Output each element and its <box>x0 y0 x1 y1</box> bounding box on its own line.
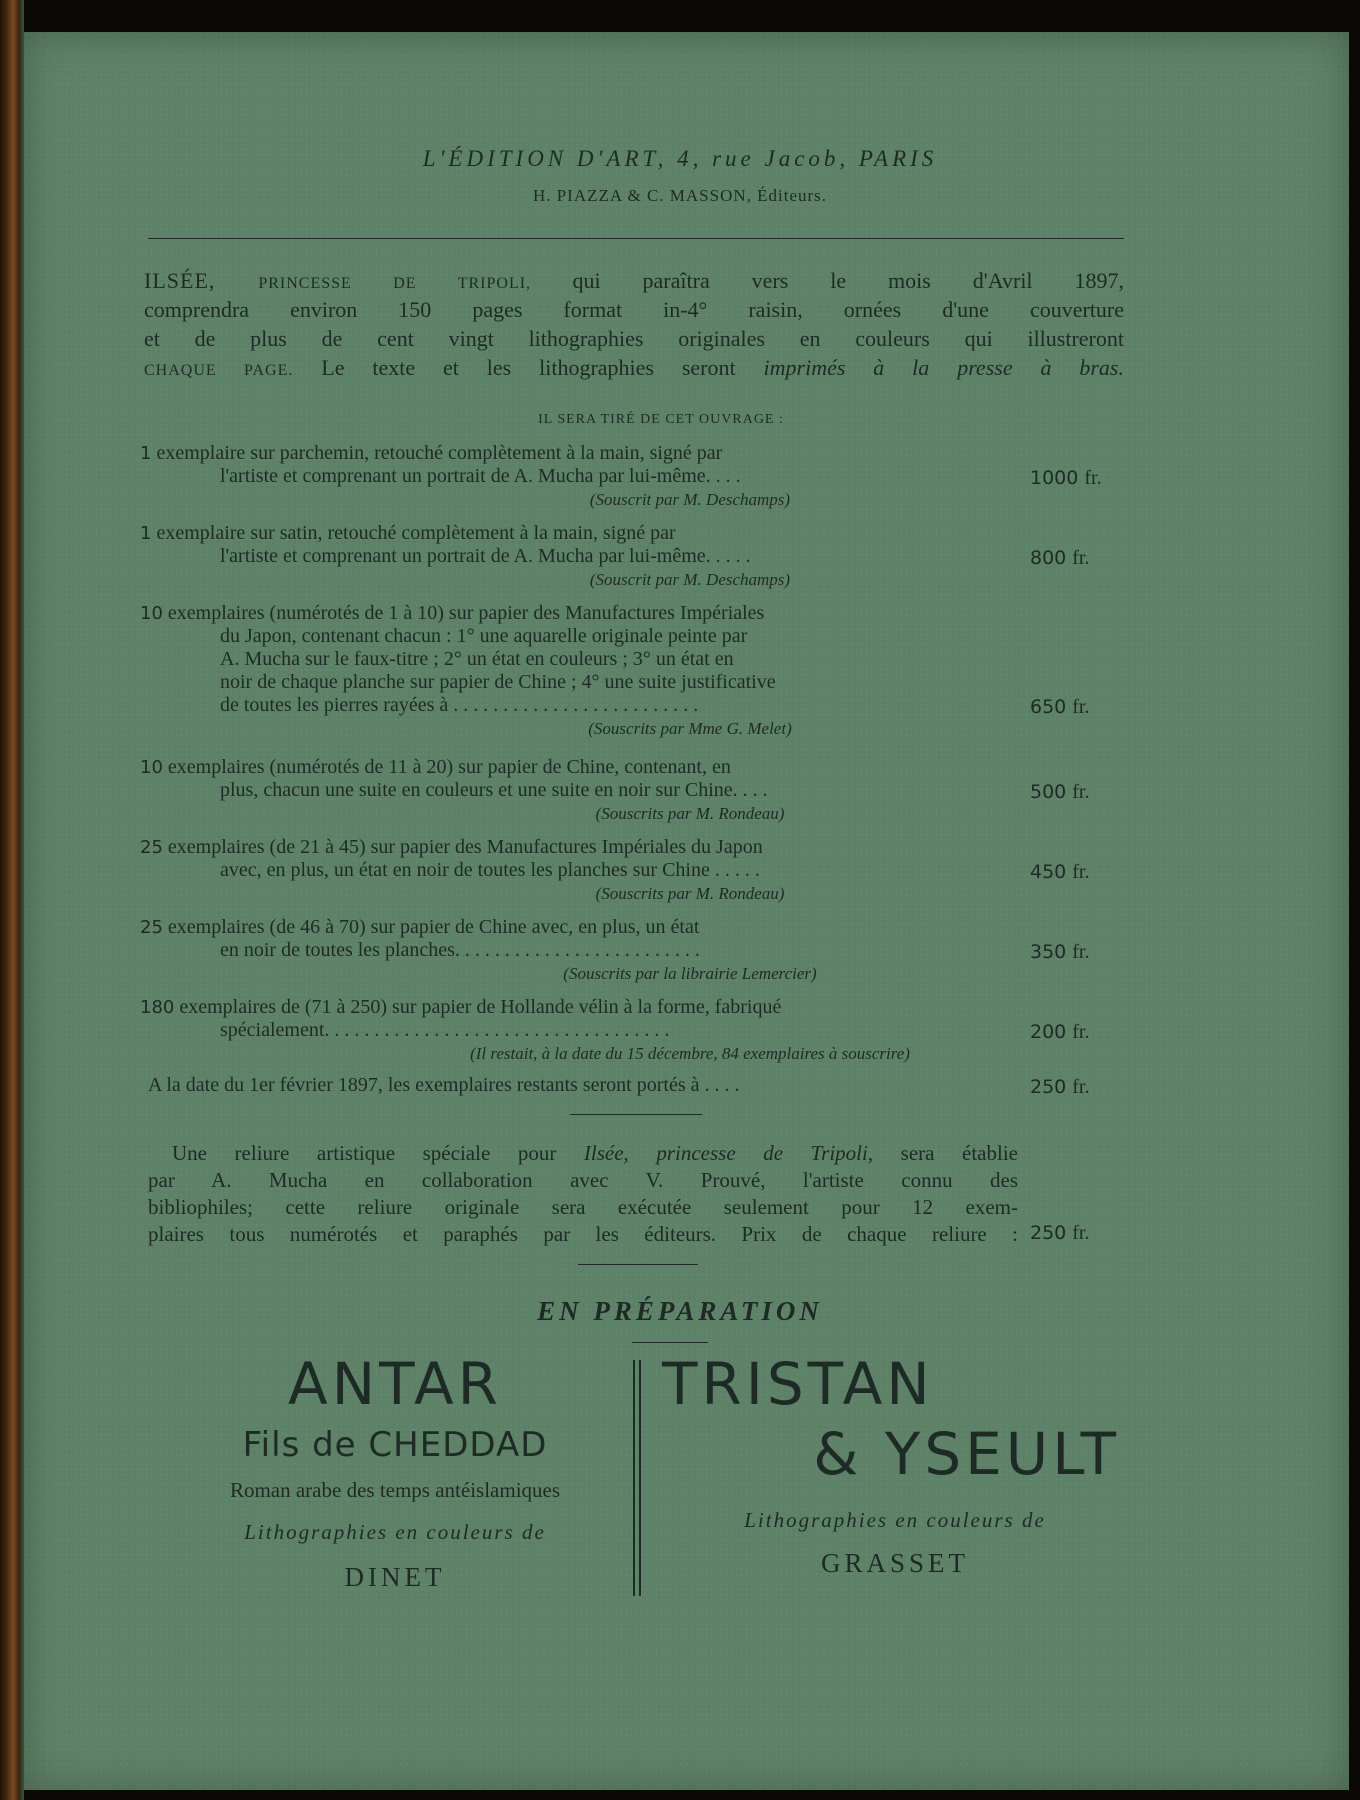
antar-credit: Lithographies en couleurs de <box>244 1520 546 1544</box>
entry-text: exemplaires (de 21 à 45) sur papier des Manufactures Impériales du Japon <box>162 836 763 858</box>
entry-line <box>140 836 1130 859</box>
editors-line: H. PIAZZA & C. MASSON, Éditeurs. <box>532 186 828 205</box>
entry-line: A. Mucha sur le faux-titre ; 2° un état en couleurs ; 3° un état en <box>220 648 734 670</box>
entry-count: 1 <box>140 443 152 464</box>
intro-paragraph <box>144 266 1124 382</box>
antar-subtitle: Fils de CHEDDAD <box>242 1425 548 1465</box>
en-preparation-heading: EN PRÉPARATION <box>537 1296 823 1326</box>
intro-line-4-italic: imprimés à la presse à bras. <box>763 355 1124 380</box>
publisher-line: L'ÉDITION D'ART, 4, rue Jacob, PARIS <box>422 146 938 171</box>
entry-line: du Japon, contenant chacun : 1° une aquarelle originale peinte par <box>220 625 748 647</box>
intro-title: ILSÉE, <box>144 268 259 293</box>
entry-line: de toutes les pierres rayées à . . . . . . . . . . . . . . . . . . . . . . . . . <box>220 694 699 716</box>
binding-paragraph <box>148 1140 1018 1248</box>
column-divider-left <box>633 1360 635 1596</box>
final-price-unit: fr. <box>1072 1076 1090 1098</box>
antar-title: ANTAR <box>288 1350 502 1418</box>
divider-3 <box>632 1342 708 1343</box>
intro-subtitle: PRINCESSE DE TRIPOLI, <box>258 275 573 292</box>
entry-text: exemplaires de (71 à 250) sur papier de Hollande vélin à la forme, fabriqué <box>174 996 782 1018</box>
binding-book-title: Ilsée, princesse de Tripoli <box>583 1141 868 1165</box>
entry-text: exemplaires (numérotés de 11 à 20) sur papier de Chine, contenant, en <box>162 756 731 778</box>
entry-price-value: 650 <box>1030 696 1067 718</box>
entry-line <box>140 602 1130 625</box>
entry-price-unit: fr. <box>1084 467 1102 489</box>
entry-line <box>140 996 1130 1019</box>
entry-text: exemplaire sur satin, retouché complètement à la main, signé par <box>151 522 676 544</box>
entry-line: l'artiste et comprenant un portrait de A. Mucha par lui-même. . . . <box>220 465 741 487</box>
entry-subscriber-note: (Souscrits par la librairie Lemercier) <box>563 964 817 983</box>
binding-line-4: plaires tous numérotés et paraphés par les éditeurs. Prix de chaque reliure : <box>148 1222 1018 1246</box>
entry-price <box>1030 941 1130 964</box>
column-divider-right <box>639 1360 641 1596</box>
entry-line <box>140 916 1130 939</box>
entry-subscriber-note: (Souscrit par M. Deschamps) <box>589 490 791 509</box>
book-spine <box>0 0 24 1800</box>
binding-line-1-b: , sera établie <box>867 1141 1018 1165</box>
intro-line-3: et de plus de cent vingt lithographies originales en couleurs qui illustreront <box>144 326 1124 351</box>
binding-line-1-a: Une reliure artistique spéciale pour <box>172 1141 584 1165</box>
entry-line <box>140 522 1130 545</box>
binding-price <box>1030 1222 1130 1245</box>
entry-count: 180 <box>140 997 175 1018</box>
tristan-title-line-1: TRISTAN <box>662 1350 934 1418</box>
entry-subscriber-note: (Souscrits par M. Rondeau) <box>595 804 785 823</box>
entry-price-unit: fr. <box>1072 547 1090 569</box>
entry-line: l'artiste et comprenant un portrait de A. Mucha par lui-même. . . . . <box>220 545 751 567</box>
divider-2 <box>578 1264 698 1265</box>
entry-price <box>1030 861 1130 884</box>
entry-price-unit: fr. <box>1072 781 1090 803</box>
entry-price-value: 800 <box>1030 547 1067 569</box>
entry-count: 1 <box>140 523 152 544</box>
antar-artist: DINET <box>344 1562 446 1592</box>
binding-line-2: par A. Mucha en collaboration avec V. Prouvé, l'artiste connu des <box>148 1168 1018 1192</box>
final-line <box>148 1074 1138 1097</box>
entry-line: avec, en plus, un état en noir de toutes les planches sur Chine . . . . . <box>220 859 760 881</box>
entry-subscriber-note: (Souscrits par Mme G. Melet) <box>588 719 792 738</box>
edition-entry <box>140 996 1130 1065</box>
binding-line-3: bibliophiles; cette reliure originale sera exécutée seulement pour 12 exem- <box>148 1195 1018 1219</box>
entry-line: en noir de toutes les planches. . . . . . . . . . . . . . . . . . . . . . . . . <box>220 939 700 961</box>
entry-subscriber-note: (Il restait, à la date du 15 décembre, 84 exemplaires à souscrire) <box>470 1044 910 1063</box>
edition-entry <box>140 602 1130 740</box>
edition-entry <box>140 756 1130 825</box>
entry-price-unit: fr. <box>1072 696 1090 718</box>
entry-subscriber-note: (Souscrit par M. Deschamps) <box>589 570 791 589</box>
entry-count: 25 <box>140 917 163 938</box>
entry-price <box>1030 696 1130 719</box>
entry-count: 10 <box>140 757 163 778</box>
binding-price-unit: fr. <box>1072 1222 1090 1244</box>
entry-text: exemplaire sur parchemin, retouché complètement à la main, signé par <box>151 442 723 464</box>
entry-line: noir de chaque planche sur papier de Chine ; 4° une suite justificative <box>220 671 776 693</box>
edition-entry <box>140 916 1130 985</box>
entry-count: 25 <box>140 837 163 858</box>
edition-entry <box>140 522 1130 591</box>
entry-line <box>140 442 1130 465</box>
intro-line-2: comprendra environ 150 pages format in-4° raisin, ornées d'une couverture <box>144 297 1124 322</box>
intro-line-1 <box>144 266 1124 295</box>
intro-line-1-text: qui paraîtra vers le mois d'Avril 1897, <box>572 268 1124 293</box>
entry-text: exemplaires (numérotés de 1 à 10) sur papier des Manufactures Impériales <box>162 602 765 624</box>
entry-price-unit: fr. <box>1072 941 1090 963</box>
tristan-title-line-2: & YSEULT <box>813 1420 1120 1488</box>
entry-price-unit: fr. <box>1072 861 1090 883</box>
tristan-credit: Lithographies en couleurs de <box>744 1508 1046 1532</box>
entry-price <box>1030 1021 1130 1044</box>
entry-text: exemplaires (de 46 à 70) sur papier de Chine avec, en plus, un état <box>162 916 700 938</box>
entry-price-value: 500 <box>1030 781 1067 803</box>
book-antar <box>150 1350 640 1593</box>
intro-line-4 <box>144 353 1124 382</box>
tristan-artist: GRASSET <box>820 1548 970 1578</box>
entry-line: plus, chacun une suite en couleurs et une suite en noir sur Chine. . . . <box>220 779 768 801</box>
intro-chaque-page: CHAQUE PAGE. <box>144 362 294 379</box>
entry-price-value: 200 <box>1030 1021 1067 1043</box>
entry-count: 10 <box>140 603 163 624</box>
entry-price-unit: fr. <box>1072 1021 1090 1043</box>
final-line-text: A la date du 1er février 1897, les exemplaires restants seront portés à . . . . <box>148 1074 740 1096</box>
entry-subscriber-note: (Souscrits par M. Rondeau) <box>595 884 785 903</box>
entry-line: spécialement. . . . . . . . . . . . . . . . . . . . . . . . . . . . . . . . . . . <box>220 1019 670 1041</box>
binding-price-value: 250 <box>1030 1222 1067 1244</box>
entry-price <box>1030 547 1130 570</box>
entry-price-value: 1000 <box>1030 467 1079 489</box>
final-price <box>1030 1076 1130 1099</box>
entry-line <box>140 756 1130 779</box>
entry-price <box>1030 467 1130 490</box>
antar-description: Roman arabe des temps antéislamiques <box>229 1478 561 1502</box>
header-rule <box>148 238 1124 239</box>
divider-1 <box>570 1114 702 1115</box>
final-price-value: 250 <box>1030 1076 1067 1098</box>
edition-entry <box>140 442 1130 511</box>
intro-line-4-text: Le texte et les lithographies seront <box>293 355 764 380</box>
entry-price-value: 450 <box>1030 861 1067 883</box>
edition-subheading: IL SERA TIRÉ DE CET OUVRAGE : <box>538 412 784 427</box>
entry-price-value: 350 <box>1030 941 1067 963</box>
binding-line-1 <box>148 1140 1018 1167</box>
book-tristan <box>650 1350 1120 1579</box>
entry-price <box>1030 781 1130 804</box>
edition-entry <box>140 836 1130 905</box>
